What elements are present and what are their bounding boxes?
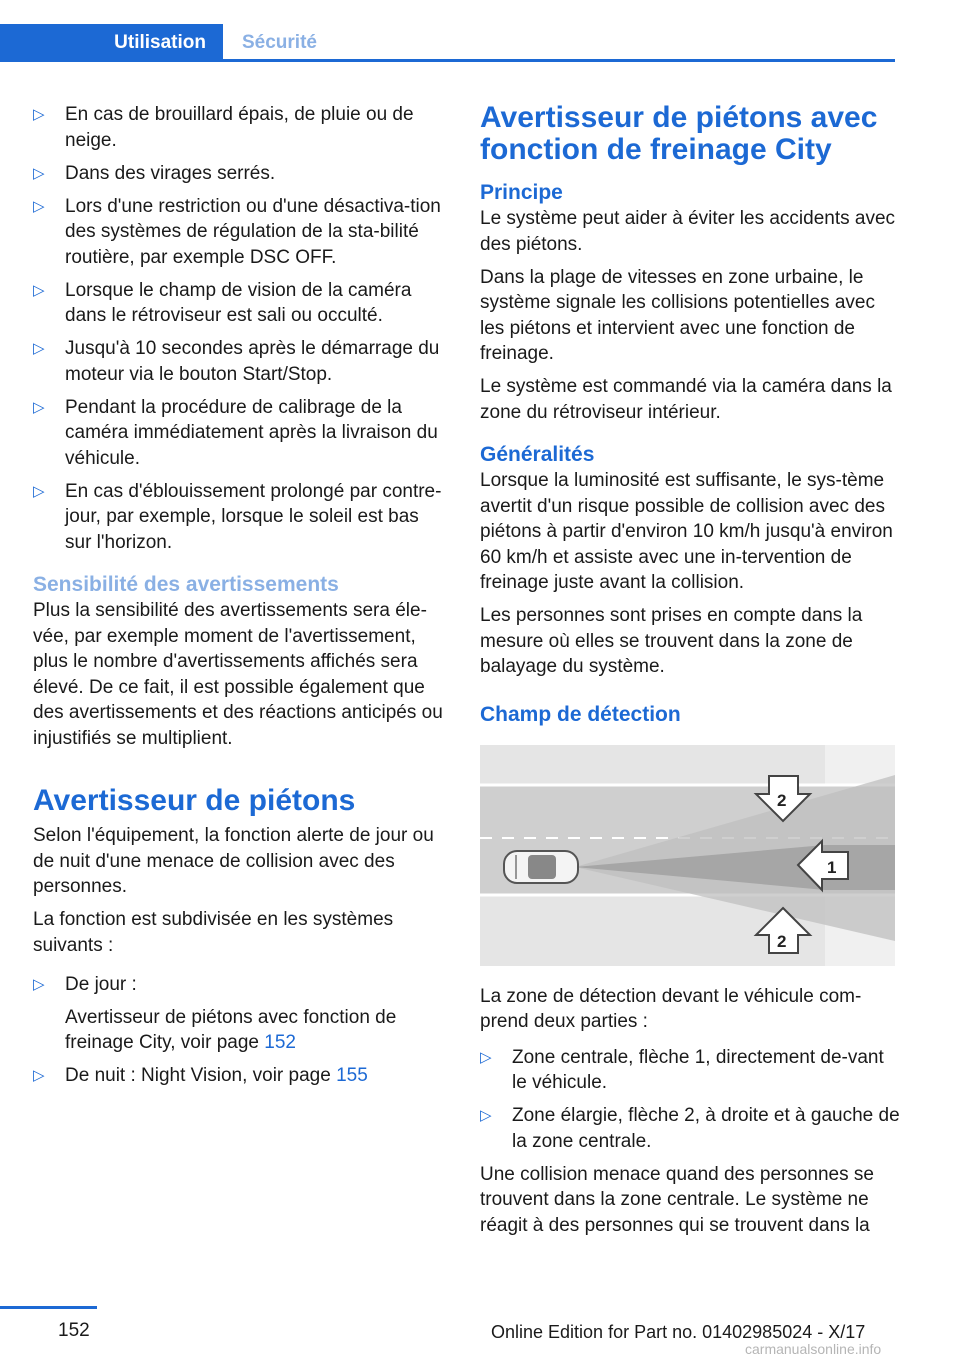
champ-heading: Champ de détection <box>480 702 681 726</box>
triangle-bullet-icon: ▷ <box>480 1048 492 1066</box>
triangle-bullet-icon: ▷ <box>33 482 45 500</box>
sensitivity-heading: Sensibilité des avertissements <box>33 573 339 596</box>
triangle-bullet-icon: ▷ <box>33 197 45 215</box>
triangle-bullet-icon: ▷ <box>33 1067 45 1084</box>
list-item: ▷ En cas de brouillard épais, de pluie ou de neige. <box>33 104 414 151</box>
car-icon <box>504 851 578 883</box>
tab-securite[interactable]: Sécurité <box>242 32 317 53</box>
left-column <box>33 102 443 1096</box>
svg-text:1: 1 <box>827 857 837 877</box>
general-paragraph: Lorsque la luminosité est suffisante, le sys‐tème avertit d'un risque possible de collision avec des piétons à partir d'environ 10 km/h jusqu'à environ 60 km/h et assiste avec une in‐tervention de freinage juste avant la collision. <box>480 470 893 593</box>
list-item: ▷ Zone élargie, flèche 2, à droite et à gauche de la zone centrale. <box>480 1105 900 1152</box>
chapter-tab-bar <box>0 24 895 62</box>
zone-paragraph: La zone de détection devant le véhicule com‐prend deux parties : <box>480 985 862 1032</box>
principe-paragraph: Dans la plage de vitesses en zone urbaine, le système signale les collisions potentielles avec les piétons et intervient avec une fonction de freinage. <box>480 266 875 364</box>
triangle-bullet-icon: ▷ <box>33 976 45 993</box>
right-column <box>480 102 900 1246</box>
general-heading: Généralités <box>480 443 595 466</box>
principe-paragraph: Le système est commandé via la caméra dans la zone du rétroviseur intérieur. <box>480 376 892 423</box>
list-item: ▷ Lorsque le champ de vision de la caméra dans le rétroviseur est sali ou occulté. <box>33 279 412 326</box>
triangle-bullet-icon: ▷ <box>33 340 45 357</box>
watermark: carmanualsonline.info <box>745 1341 882 1357</box>
principe-heading: Principe <box>480 181 563 204</box>
triangle-bullet-icon: ▷ <box>33 164 45 182</box>
triangle-bullet-icon: ▷ <box>33 281 45 299</box>
svg-text:2: 2 <box>777 931 787 951</box>
footer-rule <box>0 1306 97 1309</box>
list-item: ▷ Dans des virages serrés. <box>33 161 443 187</box>
detection-field-figure <box>480 745 895 966</box>
triangle-bullet-icon: ▷ <box>480 1107 492 1124</box>
general-paragraph: Les personnes sont prises en compte dans la mesure où elles se trouvent dans la zone de balayage du système. <box>480 605 863 677</box>
list-item: ▷ Zone centrale, flèche 1, directement de‐vant le véhicule. <box>480 1046 884 1093</box>
triangle-bullet-icon: ▷ <box>33 106 45 123</box>
section-heading: Avertisseur de piétons <box>33 784 356 817</box>
sensitivity-text: Plus la sensibilité des avertissements sera éle‐vée, par exemple moment de l'avertissement, plus le nombre d'avertissements affichés sera élevé. De ce fait, il est possible également que des avertissements et des réactions anticipés ou injustifiés se multiplient. <box>33 600 443 749</box>
list-item: ▷ Jusqu'à 10 secondes après le démarrage du moteur via le bouton Start/Stop. <box>33 338 440 385</box>
page-number: 152 <box>58 1320 90 1341</box>
list-item: ▷ Pendant la procédure de calibrage de la caméra immédiatement après la livraison du véhicule. <box>33 396 438 469</box>
page-link[interactable]: 152 <box>264 1032 296 1053</box>
svg-text:2: 2 <box>777 790 787 810</box>
tab-utilisation[interactable]: Utilisation <box>0 24 223 62</box>
list-item: ▷ Lors d'une restriction ou d'une désactiva‐tion des systèmes de régulation de la sta‐bilité routière, par exemple DSC OFF. <box>33 195 441 268</box>
right-heading: Avertisseur de piétons avec fonction de freinage City <box>480 101 878 166</box>
principe-paragraph: Le système peut aider à éviter les accidents avec des piétons. <box>480 208 896 255</box>
triangle-bullet-icon: ▷ <box>33 398 45 416</box>
section-paragraph: La fonction est subdivisée en les systèmes suivants : <box>33 909 394 956</box>
edition-text: Online Edition for Part no. 01402985024 - X/17 <box>491 1322 866 1342</box>
final-paragraph: Une collision menace quand des personnes se trouvent dans la zone centrale. Le système ne réagit à des personnes qui se trouvent dans la <box>480 1163 874 1236</box>
section-paragraph: Selon l'équipement, la fonction alerte de jour ou de nuit d'une menace de collision avec des personnes. <box>33 825 434 897</box>
detection-field-diagram <box>480 745 895 966</box>
list-item: ▷ De jour : Avertisseur de piétons avec fonction de freinage City, voir page 152 <box>33 972 443 1056</box>
page-link[interactable]: 155 <box>336 1065 368 1086</box>
tab-underline <box>0 59 895 62</box>
list-item-detail: Avertisseur de piétons avec fonction de freinage City, voir page 152 <box>65 1006 397 1053</box>
list-item: ▷ En cas d'éblouissement prolongé par contre-jour, par exemple, lorsque le soleil est bas sur l'horizon. <box>33 480 442 553</box>
list-item: ▷ De nuit : Night Vision, voir page 155 <box>33 1063 443 1089</box>
